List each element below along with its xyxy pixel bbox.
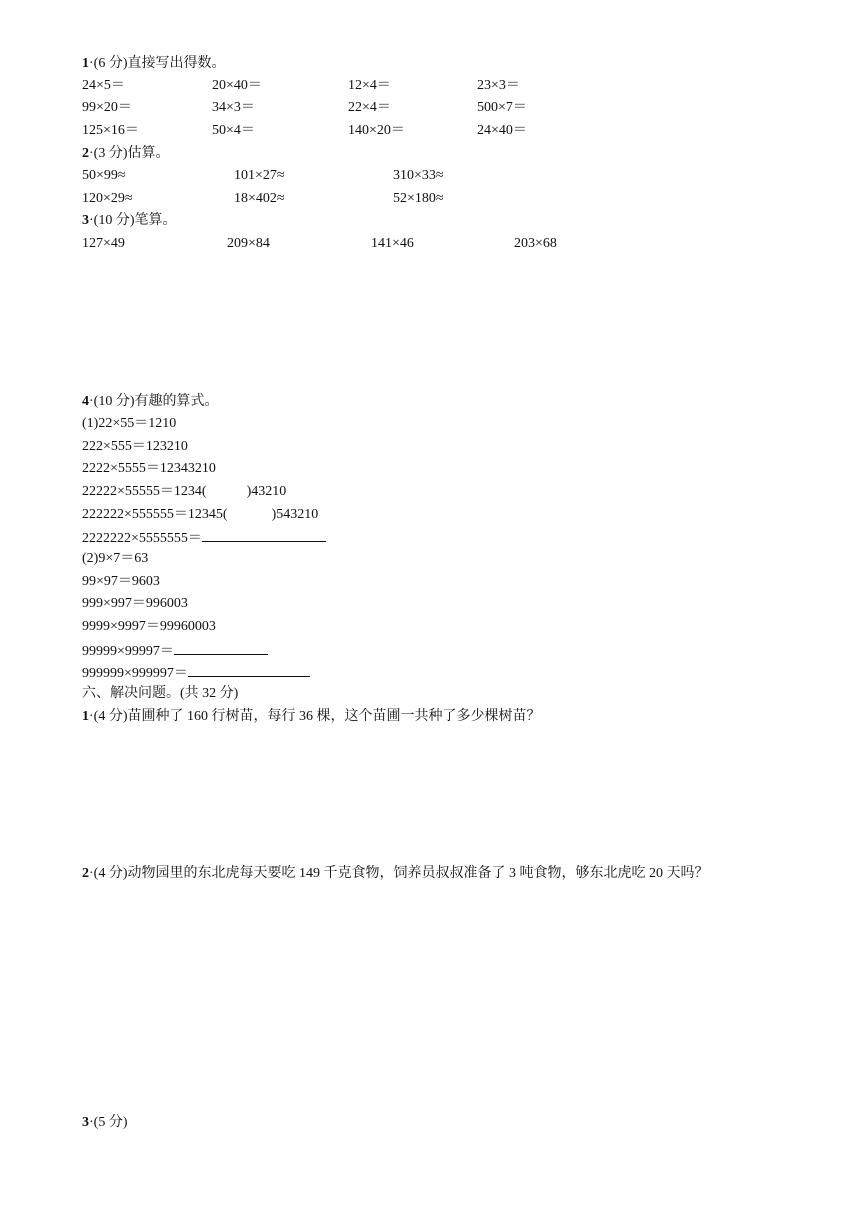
- q2-r1-c2: 101×27≈: [234, 168, 285, 183]
- q4-p1-line4-pre: 22222×55555＝1234(: [82, 484, 207, 499]
- q4-p1-line5: [82, 505, 318, 525]
- q2-r2-c3: 52×180≈: [393, 191, 444, 206]
- q2-number: 2: [82, 146, 89, 161]
- q3-item-3: 141×46: [371, 236, 414, 251]
- q3-item-2: 209×84: [227, 236, 270, 251]
- q4-p2-line5-pre: 99999×99997＝: [82, 644, 174, 659]
- q1-r3-c4: 24×40＝: [477, 123, 527, 138]
- section6-heading: 六、解决问题。(共 32 分): [82, 686, 239, 701]
- q2-r2-c2: 18×402≈: [234, 191, 285, 206]
- q2-r1-c1: 50×99≈: [82, 168, 126, 183]
- q2-title-text: ·(3 分)估算。: [89, 146, 170, 161]
- q4-p2-line5-answer-blank[interactable]: [174, 640, 268, 655]
- problem-2: [82, 864, 708, 884]
- q1-r3-c2: 50×4＝: [212, 123, 255, 138]
- q1-number: 1: [82, 56, 89, 71]
- q4-p1-line6: [82, 527, 326, 547]
- q4-p1-line4-post: )43210: [246, 484, 287, 499]
- q3-number: 3: [82, 213, 89, 228]
- q1-r1-c2: 20×40＝: [212, 78, 262, 93]
- q4-p1-line1: (1)22×55＝1210: [82, 416, 177, 431]
- q4-p2-line5: [82, 640, 268, 660]
- q4-p2-line2: 99×97＝9603: [82, 574, 160, 589]
- q1-r2-c4: 500×7＝: [477, 100, 527, 115]
- q4-title-text: ·(10 分)有趣的算式。: [89, 394, 219, 409]
- problem-2-text: ·(4 分)动物园里的东北虎每天要吃 149 千克食物，饲养员叔叔准备了 3 吨食物，够东北虎吃 20 天吗？: [89, 866, 709, 881]
- q3-item-4: 203×68: [514, 236, 557, 251]
- q4-p1-line6-pre: 2222222×5555555＝: [82, 531, 202, 546]
- problem-2-number: 2: [82, 866, 89, 881]
- q4-p2-line6-answer-blank[interactable]: [188, 662, 310, 677]
- q1-r1-c3: 12×4＝: [348, 78, 391, 93]
- q1-title: [82, 54, 226, 74]
- q1-r2-c3: 22×4＝: [348, 100, 391, 115]
- q4-number: 4: [82, 394, 89, 409]
- problem-3-text: ·(5 分): [89, 1115, 128, 1130]
- q1-title-text: ·(6 分)直接写出得数。: [89, 56, 226, 71]
- q4-p2-line6: [82, 662, 310, 682]
- q4-p1-line2: 222×555＝123210: [82, 439, 188, 454]
- problem-1: [82, 707, 541, 727]
- problem-3-number: 3: [82, 1115, 89, 1130]
- q3-title-text: ·(10 分)笔算。: [89, 213, 177, 228]
- q3-title: [82, 211, 177, 231]
- q1-r1-c1: 24×5＝: [82, 78, 125, 93]
- q1-r2-c2: 34×3＝: [212, 100, 255, 115]
- problem-1-number: 1: [82, 709, 89, 724]
- q3-item-1: 127×49: [82, 236, 125, 251]
- q4-p2-line1: (2)9×7＝63: [82, 551, 149, 566]
- problem-3: [82, 1113, 128, 1133]
- q4-p2-line3: 999×997＝996003: [82, 596, 188, 611]
- q1-r2-c1: 99×20＝: [82, 100, 132, 115]
- q2-r1-c3: 310×33≈: [393, 168, 444, 183]
- q2-r2-c1: 120×29≈: [82, 191, 133, 206]
- q1-r1-c4: 23×3＝: [477, 78, 520, 93]
- q4-p1-line5-post: )543210: [271, 507, 319, 522]
- q4-p1-line6-answer-blank[interactable]: [202, 527, 326, 542]
- q4-title: [82, 392, 219, 412]
- q4-p2-line6-pre: 999999×999997＝: [82, 666, 188, 681]
- q4-p1-line5-pre: 222222×555555＝12345(: [82, 507, 228, 522]
- q4-p1-line4: [82, 482, 286, 502]
- q4-p2-line4: 9999×9997＝99960003: [82, 619, 216, 634]
- q4-p1-line3: 2222×5555＝12343210: [82, 461, 216, 476]
- q1-r3-c1: 125×16＝: [82, 123, 139, 138]
- q1-r3-c3: 140×20＝: [348, 123, 405, 138]
- q2-title: [82, 144, 170, 164]
- problem-1-text: ·(4 分)苗圃种了 160 行树苗，每行 36 棵，这个苗圃一共种了多少棵树苗？: [89, 709, 541, 724]
